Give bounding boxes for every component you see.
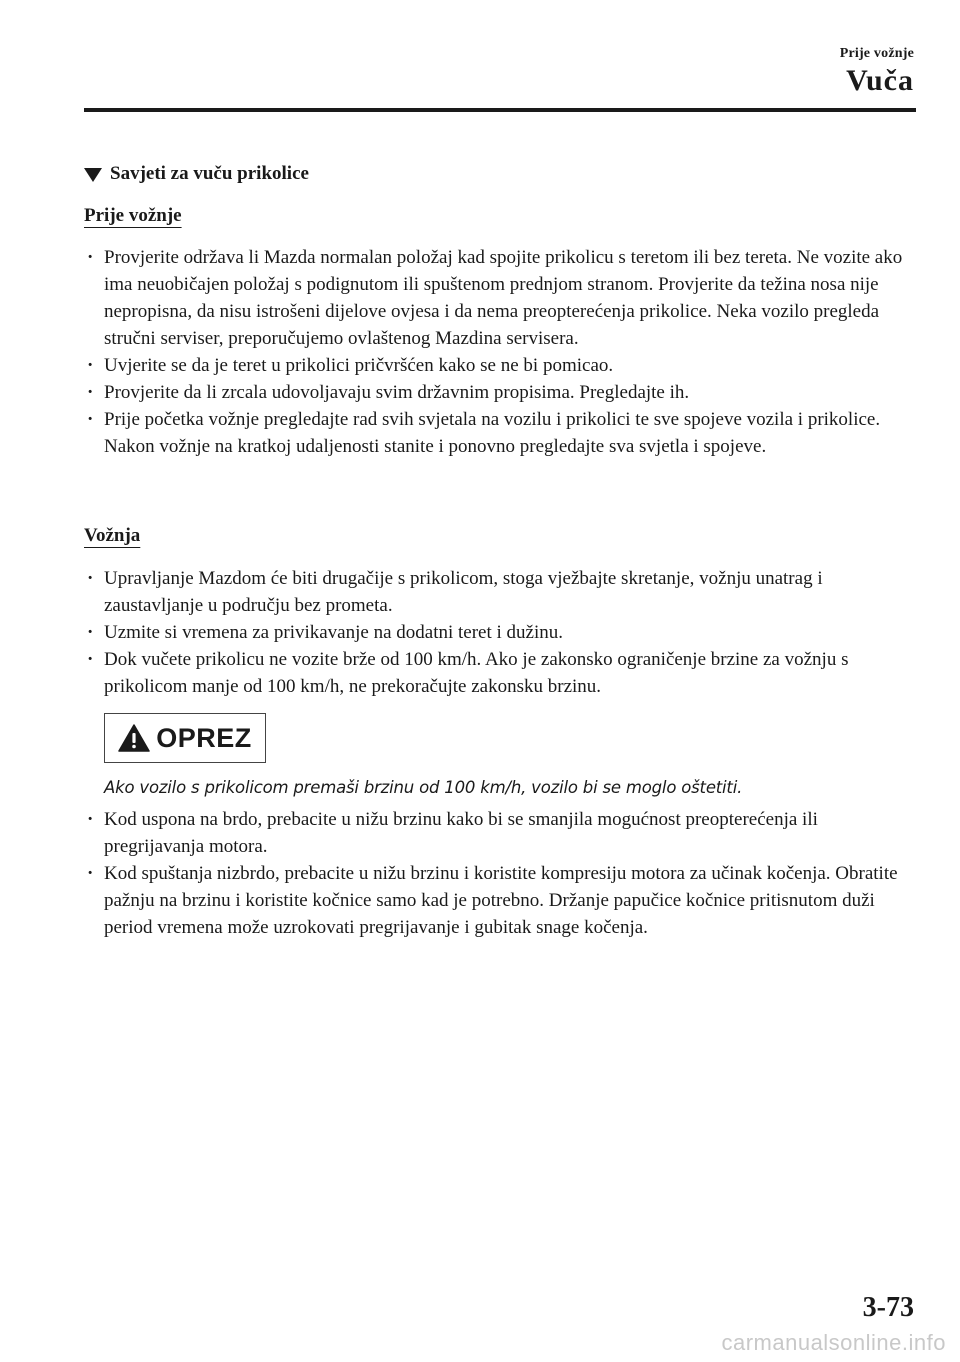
triangle-down-icon — [84, 168, 102, 182]
watermark: carmanualsonline.info — [721, 1330, 946, 1355]
warning-triangle-icon — [118, 724, 150, 752]
list-item: · Upravljanje Mazdom će biti drugačije s prikolicom, stoga vježbajte skretanje, vožnju unatrag i zaustavljanje u području bez prometa. — [84, 565, 920, 619]
caution-text: Ako vozilo s prikolicom premaši brzinu od 100 km/h, vozilo bi se moglo oštetiti. — [104, 778, 743, 797]
list-item: · Dok vučete prikolicu ne vozite brže od 100 km/h. Ako je zakonsko ograničenje brzine za vožnju s prikolicom manje od 100 km/h, ne prekoračujte zakonsku brzinu. — [84, 646, 920, 700]
header-divider — [84, 108, 916, 112]
list-item: · Provjerite da li zrcala udovoljavaju svim državnim propisima. Pregledajte ih. — [84, 379, 920, 406]
list-item: · Uvjerite se da je teret u prikolici pričvršćen kako se ne bi pomicao. — [84, 352, 920, 379]
header-section-label: Prije vožnje — [839, 46, 914, 61]
list-item: · Prije početka vožnje pregledajte rad svih svjetala na vozilu i prikolici te sve spojeve vozila i prikolice. Nakon vožnje na kratkoj udaljenosti stanite i ponovno pregledajte sva svjetla i spojeve. — [84, 406, 920, 460]
page-number: 3-73 — [862, 1292, 914, 1323]
list-item: · Kod spuštanja nizbrdo, prebacite u nižu brzinu i koristite kompresiju motora za učinak kočenja. Obratite pažnju na brzinu i koristite kočnice samo kad je potrebno. Držanje papučice kočnice pritisnutom duži period vremena može uzrokovati pregrijavanje i gubitak snage kočenja. — [84, 860, 920, 941]
subheading-driving: Vožnja — [84, 525, 141, 546]
list-item: · Uzmite si vremena za privikavanje na dodatni teret i dužinu. — [84, 619, 920, 646]
hill-driving-list — [84, 806, 920, 941]
driving-list — [84, 565, 920, 700]
section-title — [84, 163, 309, 185]
caution-label: OPREZ — [156, 722, 252, 753]
list-item: · Kod uspona na brdo, prebacite u nižu brzinu kako bi se smanjila mogućnost preopterećenja ili pregrijavanja motora. — [84, 806, 920, 860]
section-title-text: Savjeti za vuču prikolice — [110, 163, 309, 184]
subheading-before-driving: Prije vožnje — [84, 205, 182, 226]
before-driving-list — [84, 244, 920, 460]
header-title: Vuča — [846, 64, 914, 97]
caution-box — [104, 713, 266, 763]
list-item: · Provjerite održava li Mazda normalan položaj kad spojite prikolicu s teretom ili bez tereta. Ne vozite ako ima neuobičajen položaj s podignutom ili spuštenom prednjom stranom. Provjerite da težina nosa nije nepropisna, da nisu istrošeni dijelove ovjesa i da nema preopterećenja prikolice. Neka vozilo pregleda stručni serviser, preporučujemo ovlaštenog Mazdina servisera. — [84, 244, 920, 352]
